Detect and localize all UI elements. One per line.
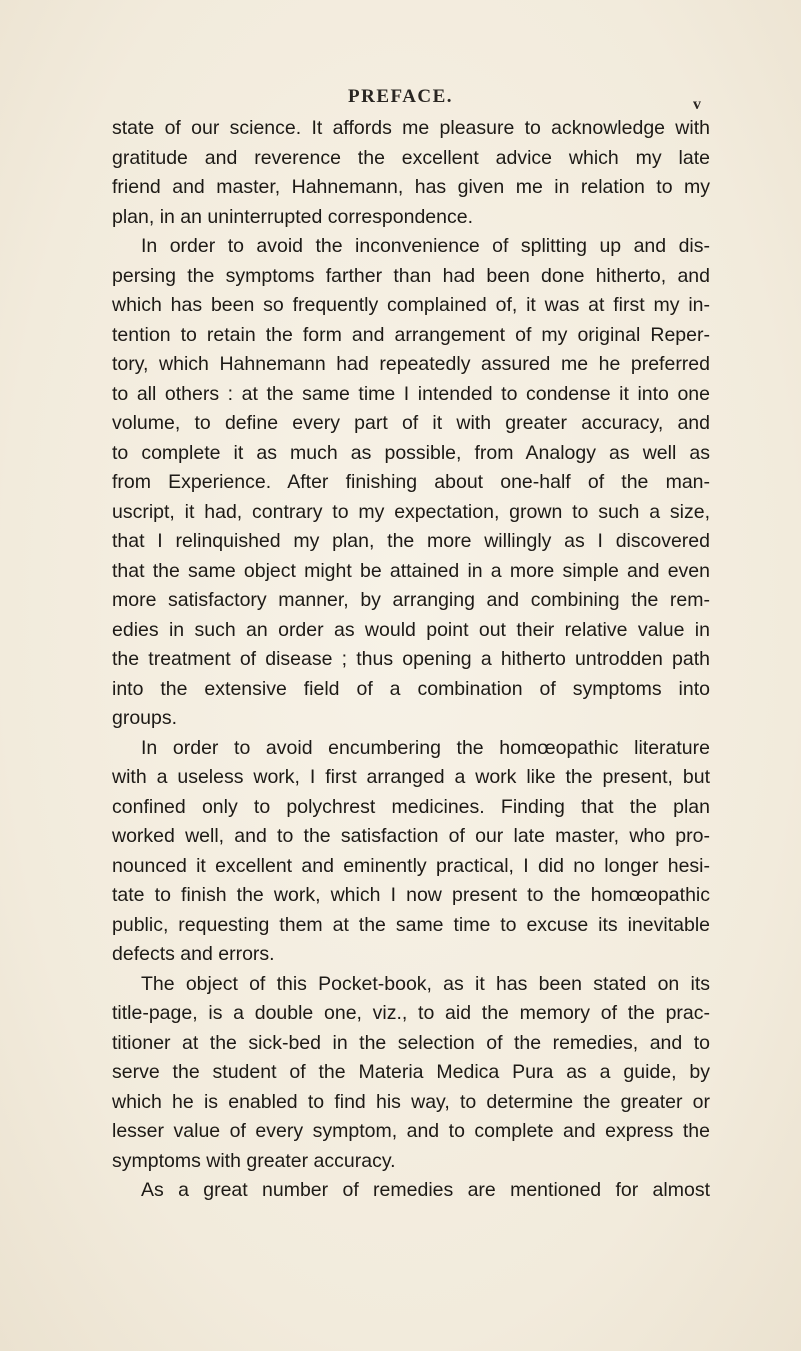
text-line: As a great number of remedies are mentioned for almost [141, 1179, 710, 1201]
text-line: which he is enabled to find his way, to determine the greater or [112, 1090, 710, 1113]
text-line: persing the symptoms farther than had been done hitherto, and [112, 264, 710, 287]
text-line: that the same object might be attained in a more simple and even [112, 559, 710, 582]
body-text [112, 114, 710, 1206]
text-line: friend and master, Hahnemann, has given me in relation to my [112, 176, 710, 198]
text-line: public, requesting them at the same time to excuse its inevitable [112, 913, 710, 936]
text-line: state of our science. It affords me pleasure to acknowledge with [112, 117, 710, 139]
text-line: edies in such an order as would point out their relative value in [112, 618, 710, 641]
text-line: tate to finish the work, which I now present to the homœopathic [112, 884, 710, 906]
text-line: titioner at the sick-bed in the selection of the remedies, and to [112, 1031, 710, 1054]
text-line: into the extensive field of a combination of symptoms into [112, 677, 710, 700]
text-line: plan, in an uninterrupted correspondence. [112, 205, 473, 228]
text-line: nounced it excellent and eminently practical, I did no longer hesi- [112, 854, 710, 877]
text-line: symptoms with greater accuracy. [112, 1149, 396, 1172]
text-line: worked well, and to the satisfaction of our late master, who pro- [112, 825, 710, 847]
text-line: gratitude and reverence the excellent advice which my late [112, 146, 710, 169]
text-line: tory, which Hahnemann had repeatedly assured me he preferred [112, 353, 710, 375]
text-line: to complete it as much as possible, from Analogy as well as [112, 441, 710, 464]
text-line: volume, to define every part of it with greater accuracy, and [112, 412, 710, 434]
text-line: groups. [112, 707, 178, 729]
page-number: v [693, 96, 701, 113]
text-line: more satisfactory manner, by arranging and combining the rem- [112, 589, 710, 611]
text-line: The object of this Pocket-book, as it has been stated on its [141, 972, 710, 995]
text-line: to all others : at the same time I intended to condense it into one [112, 382, 710, 405]
running-title: PREFACE. [348, 86, 454, 107]
text-line: from Experience. After finishing about one-half of the man- [112, 471, 710, 493]
text-line: defects and errors. [112, 943, 275, 965]
running-head [0, 86, 801, 116]
text-line: uscript, it had, contrary to my expectation, grown to such a size, [112, 500, 710, 523]
text-line: serve the student of the Materia Medica Pura as a guide, by [112, 1061, 710, 1083]
text-line: title-page, is a double one, viz., to aid the memory of the prac- [112, 1002, 710, 1024]
text-line: confined only to polychrest medicines. Finding that the plan [112, 795, 710, 818]
text-line: with a useless work, I first arranged a work like the present, but [112, 766, 710, 788]
text-line: In order to avoid the inconvenience of splitting up and dis- [141, 235, 710, 257]
text-line: lesser value of every symptom, and to complete and express the [112, 1120, 710, 1142]
text-line: which has been so frequently complained of, it was at first my in- [112, 294, 710, 316]
text-line: the treatment of disease ; thus opening a hitherto untrodden path [112, 648, 710, 670]
text-line: tention to retain the form and arrangement of my original Reper- [112, 323, 710, 346]
text-line: that I relinquished my plan, the more willingly as I discovered [112, 530, 710, 552]
text-line: In order to avoid encumbering the homœopathic literature [141, 736, 710, 759]
